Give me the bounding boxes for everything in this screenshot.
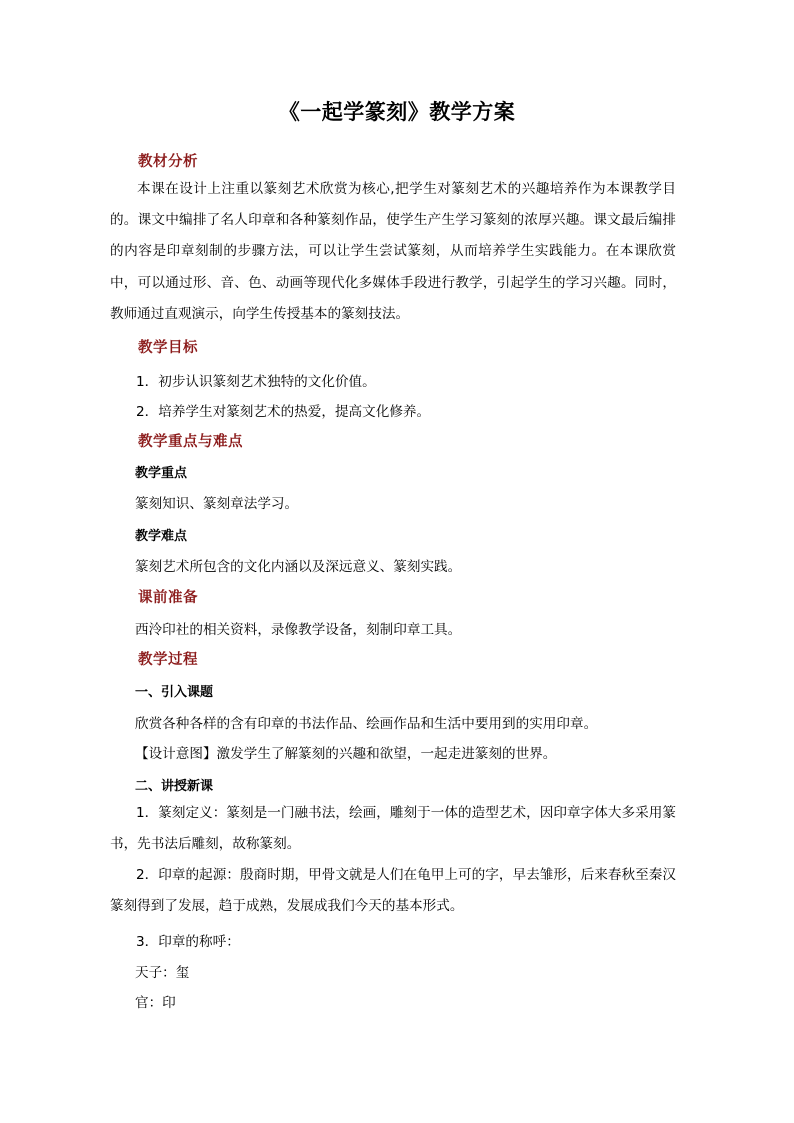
- section-heading-teaching-goals: 教学目标: [138, 340, 198, 356]
- step-heading-new-lesson: 二、讲授新课: [135, 779, 214, 794]
- design-intent-text: 【设计意图】激发学生了解篆刻的兴趣和欲望，一起走进篆刻的世界。: [135, 746, 557, 762]
- preparation-text: 西泠印社的相关资料，录像教学设备，刻制印章工具。: [135, 622, 462, 638]
- name-emperor: 天子：玺: [135, 965, 190, 981]
- material-analysis-paragraph: 本课在设计上注重以篆刻艺术欣赏为核心,把学生对篆刻艺术的兴趣培养作为本课教学目的。课文中编排了名人印章和各种篆刻作品，使学生产生学习篆刻的浓厚兴趣。课文最后编排的内容是印章刻制的步骤方法，可以让学生尝试篆刻，从而培养学生实践能力。在本课欣赏中，可以通过形、音、色、动画等现代化多媒体手段进行教学，引起学生的学习兴趣。同时，教师通过直观演示，向学生传授基本的篆刻技法。: [110, 181, 676, 322]
- step-introduce-text: 欣赏各种各样的含有印章的书法作品、绘画作品和生活中要用到的实用印章。: [135, 716, 598, 732]
- difficulty-text: 篆刻艺术所包含的文化内涵以及深远意义、篆刻实践。: [135, 559, 462, 575]
- document-title: 《一起学篆刻》教学方案: [278, 100, 516, 124]
- key-point-text: 篆刻知识、篆刻章法学习。: [135, 496, 299, 512]
- step-heading-introduce: 一、引入课题: [135, 685, 214, 700]
- subheading-difficulty: 教学难点: [135, 529, 188, 544]
- lesson-point-origin: 2．印章的起源：殷商时期，甲骨文就是人们在龟甲上可的字，早去雏形，后来春秋至秦汉篆刻得到了发展，趋于成熟，发展成我们今天的基本形式。: [110, 867, 676, 914]
- lesson-point-names: 3．印章的称呼：: [136, 934, 240, 950]
- section-heading-key-points: 教学重点与难点: [138, 434, 243, 450]
- section-heading-teaching-process: 教学过程: [138, 652, 198, 668]
- section-heading-preparation: 课前准备: [138, 590, 198, 606]
- goal-item-1: 1．初步认识篆刻艺术独特的文化价值。: [136, 374, 376, 390]
- goal-item-2: 2．培养学生对篆刻艺术的热爱，提高文化修养。: [136, 404, 431, 420]
- subheading-key-point: 教学重点: [135, 466, 188, 481]
- name-official: 官：印: [135, 995, 176, 1011]
- section-heading-material-analysis: 教材分析: [138, 154, 198, 170]
- lesson-point-definition: 1．篆刻定义：篆刻是一门融书法，绘画，雕刻于一体的造型艺术，因印章字体大多采用篆书，先书法后雕刻，故称篆刻。: [110, 805, 676, 852]
